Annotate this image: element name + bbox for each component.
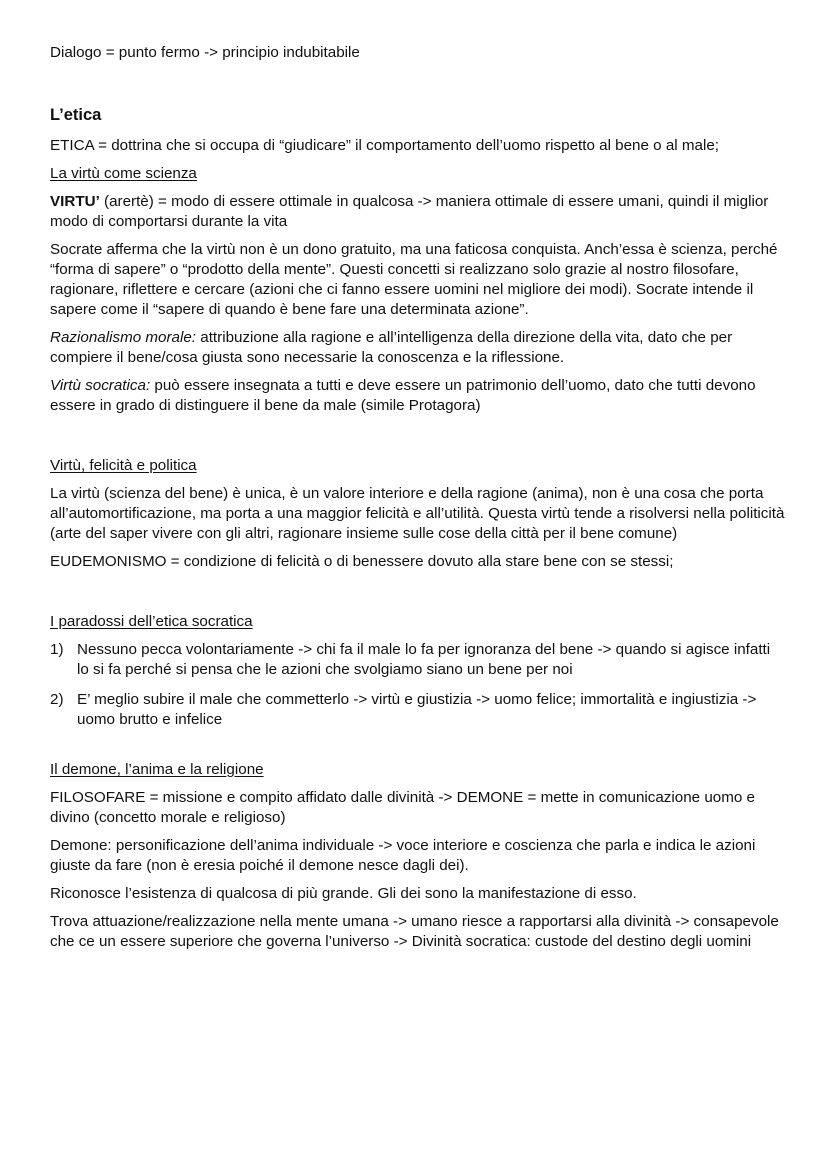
list-item-text: E’ meglio subire il male che commetterlo -> virtù e giustizia -> uomo felice; immortalità e ingiustizia -> uomo brutto e infelice: [77, 691, 757, 728]
list-item-number: 2): [50, 691, 64, 708]
virtu-unica-paragraph: La virtù (scienza del bene) è unica, è un valore interiore e della ragione (anima), non è una cosa che porta all’automortificazione, ma porta a una maggior felicità e all’utilità. Questa virtù tende a risolversi nella politicità (arte del saper vivere con gli altri, ragionare insieme sulle cose della città per il bene comune): [50, 485, 785, 542]
list-item: [50, 690, 785, 730]
subsection-title-felicita-politica: Virtù, felicità e politica: [50, 457, 197, 474]
subsection-title-paradossi: I paradossi dell’etica socratica: [50, 613, 253, 630]
virtu-term: VIRTU’: [50, 193, 100, 210]
subsection-title-demone: Il demone, l’anima e la religione: [50, 761, 264, 778]
attuazione-paragraph: Trova attuazione/realizzazione nella mente umana -> umano riesce a rapportarsi alla divinità -> consapevole che ce un essere superiore che governa l’universo -> Divinità socratica: custode del destino degli uomini: [50, 913, 779, 950]
riconosce-paragraph: Riconosce l’esistenza di qualcosa di più grande. Gli dei sono la manifestazione di esso.: [50, 885, 637, 902]
virtu-socratica-paragraph: [50, 376, 785, 416]
virtu-def-text: (arertè) = modo di essere ottimale in qualcosa -> maniera ottimale di essere umani, quindi il miglior modo di comportarsi durante la vita: [50, 193, 769, 230]
razionalismo-term: Razionalismo morale:: [50, 329, 197, 346]
paradossi-list: [50, 640, 785, 730]
filosofare-paragraph: FILOSOFARE = missione e compito affidato dalle divinità -> DEMONE = mette in comunicazione uomo e divino (concetto morale e religioso): [50, 789, 755, 826]
intro-line: Dialogo = punto fermo -> principio indubitabile: [50, 44, 360, 61]
etica-definition: ETICA = dottrina che si occupa di “giudicare” il comportamento dell’uomo rispetto al bene o al male;: [50, 137, 720, 154]
subsection-title-virtu-scienza: La virtù come scienza: [50, 165, 197, 182]
eudemonismo-paragraph: EUDEMONISMO = condizione di felicità o di benessere dovuto alla stare bene con se stessi;: [50, 553, 674, 570]
list-item-text: Nessuno pecca volontariamente -> chi fa il male lo fa per ignoranza del bene -> quando si agisce infatti lo si fa perché si pensa che le azioni che svolgiamo siano un bene per noi: [77, 641, 771, 678]
section-heading-etica: L’etica: [50, 106, 102, 124]
virtu-definition: [50, 192, 785, 232]
list-item-number: 1): [50, 641, 64, 658]
socrate-paragraph: Socrate afferma che la virtù non è un dono gratuito, ma una faticosa conquista. Anch’essa è scienza, perché “forma di sapere” o “prodotto della mente”. Questi concetti si realizzano solo grazie al nostro filosofare, ragionare, riflettere e cercare (azioni che ci fanno essere uomini nel migliore dei modi). Socrate intende il sapere come il “sapere di quando è bene fare una determinata azione”.: [50, 241, 778, 318]
razionalismo-def: attribuzione alla ragione e all’intelligenza della direzione della vita, dato che per compiere il bene/cosa giusta sono necessarie la conoscenza e la riflessione.: [50, 329, 733, 366]
document-page: [50, 43, 785, 952]
virtu-socratica-term: Virtù socratica:: [50, 377, 151, 394]
virtu-socratica-def: può essere insegnata a tutti e deve essere un patrimonio dell’uomo, dato che tutti devono essere in grado di distinguere il bene da male (simile Protagora): [50, 377, 756, 414]
razionalismo-paragraph: [50, 328, 785, 368]
list-item: [50, 640, 785, 680]
demone-paragraph: Demone: personificazione dell’anima individuale -> voce interiore e coscienza che parla e indica le azioni giuste da fare (non è eresia poiché il demone nesce dagli dei).: [50, 837, 756, 874]
